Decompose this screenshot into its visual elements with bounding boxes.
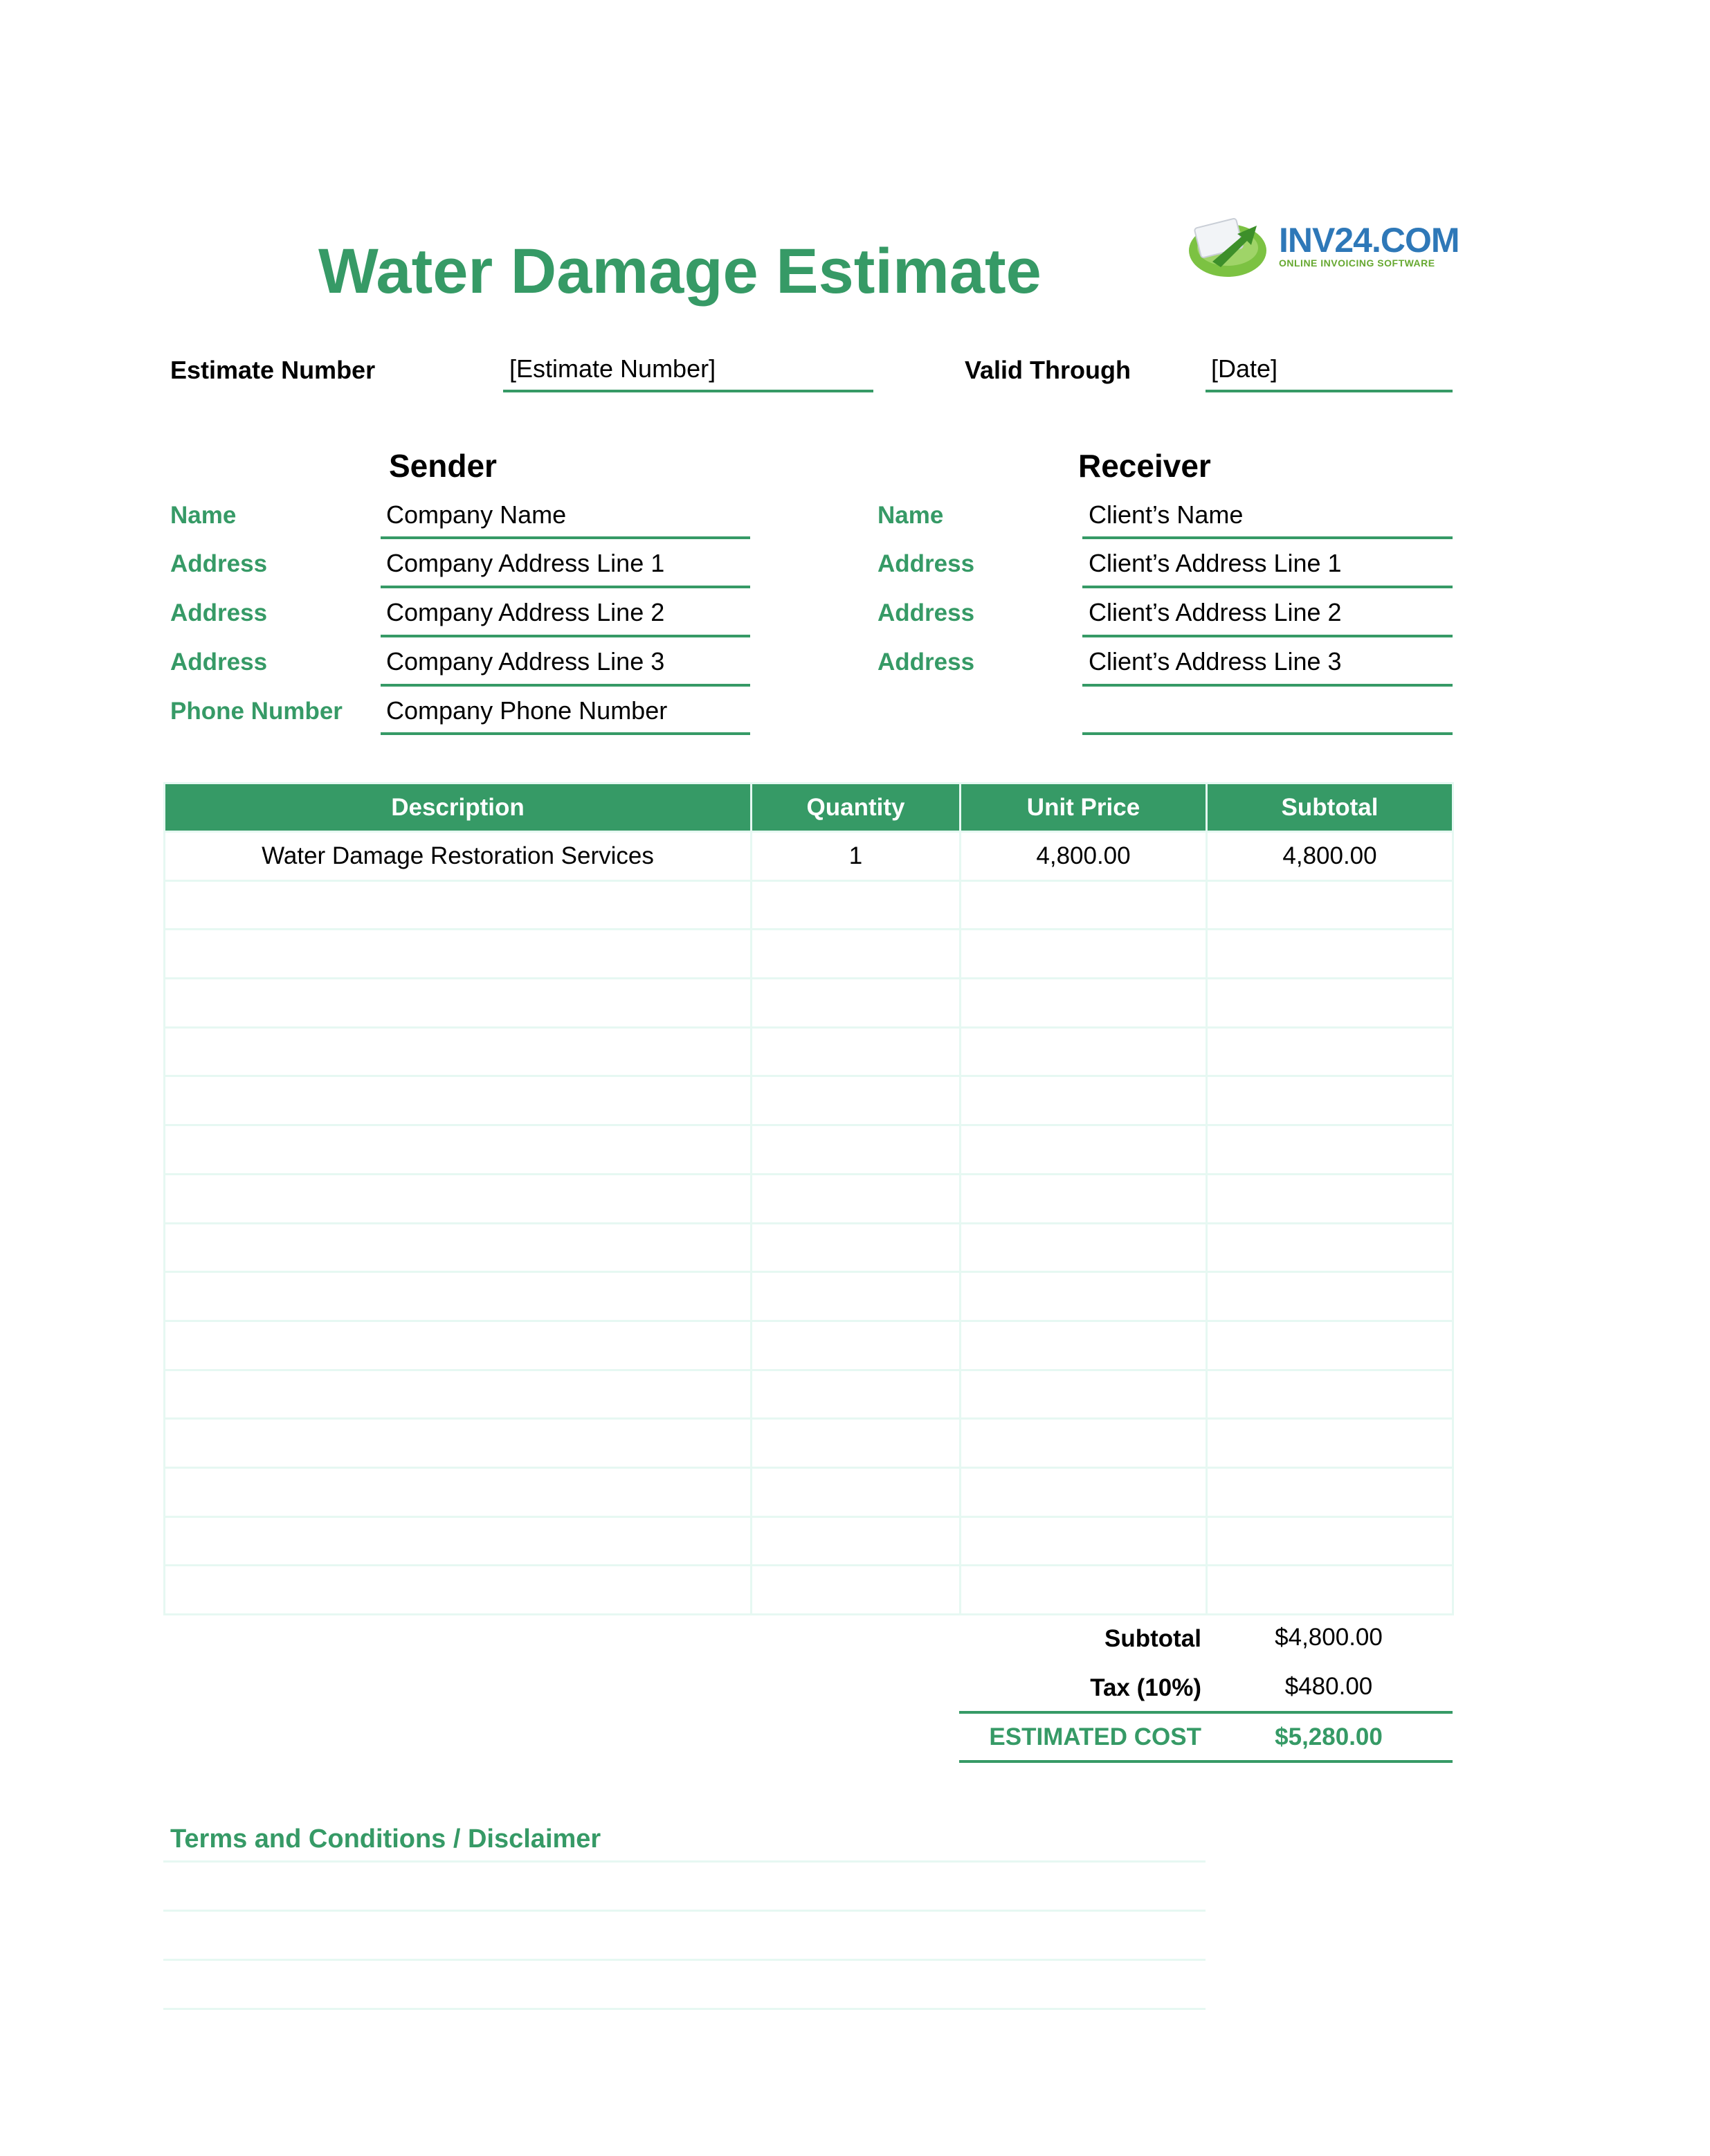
sender-address1-field[interactable]: Company Address Line 1 (386, 549, 665, 577)
terms-line (163, 2008, 1206, 2010)
item-quantity-cell[interactable] (752, 1566, 961, 1615)
column-header-description: Description (165, 783, 752, 832)
item-quantity-cell[interactable] (752, 1125, 961, 1175)
valid-through-underline (1206, 390, 1453, 392)
item-description-cell[interactable] (165, 1566, 752, 1615)
estimate-number-label: Estimate Number (170, 356, 376, 384)
tax-value: $480.00 (1284, 1673, 1373, 1700)
sender-address1-label: Address (170, 550, 268, 577)
receiver-address3-underline (1082, 684, 1453, 687)
estimate-number-field[interactable]: [Estimate Number] (509, 354, 716, 383)
table-row (165, 1370, 1453, 1419)
item-quantity-cell[interactable] (752, 1076, 961, 1125)
item-unit-price-cell[interactable] (961, 1125, 1207, 1175)
item-description-cell[interactable] (165, 1516, 752, 1566)
item-subtotal-cell[interactable] (1207, 1272, 1453, 1321)
item-subtotal-cell[interactable] (1207, 930, 1453, 979)
estimated-cost-top-rule (959, 1711, 1453, 1714)
item-description-cell[interactable] (165, 1467, 752, 1516)
valid-through-field[interactable]: [Date] (1211, 354, 1278, 383)
item-description-cell[interactable] (165, 1076, 752, 1125)
receiver-name-underline (1082, 536, 1453, 539)
table-row (165, 1467, 1453, 1516)
item-quantity-cell[interactable] (752, 1370, 961, 1419)
item-subtotal-cell[interactable] (1207, 1467, 1453, 1516)
item-quantity-cell[interactable] (752, 1027, 961, 1076)
table-row (165, 1419, 1453, 1468)
item-subtotal-cell[interactable] (1207, 1076, 1453, 1125)
item-quantity-cell[interactable] (752, 979, 961, 1028)
item-subtotal-cell[interactable] (1207, 1370, 1453, 1419)
item-description-cell[interactable] (165, 979, 752, 1028)
sender-phone-underline (381, 732, 750, 735)
item-description-cell[interactable] (165, 1027, 752, 1076)
item-unit-price-cell[interactable] (961, 880, 1207, 930)
receiver-address1-field[interactable]: Client’s Address Line 1 (1089, 549, 1342, 577)
table-row (165, 1566, 1453, 1615)
item-quantity-cell[interactable] (752, 1223, 961, 1272)
page-title: Water Damage Estimate (318, 236, 1042, 307)
estimate-number-underline (503, 390, 873, 392)
table-header-row (165, 783, 1453, 832)
sender-address2-field[interactable]: Company Address Line 2 (386, 598, 665, 626)
sender-name-label: Name (170, 502, 237, 529)
item-description-cell[interactable] (165, 1321, 752, 1370)
tax-label: Tax (10%) (1090, 1674, 1201, 1701)
item-subtotal-cell[interactable] (1207, 1516, 1453, 1566)
column-header-quantity: Quantity (752, 783, 961, 832)
item-subtotal-cell[interactable] (1207, 1223, 1453, 1272)
item-subtotal-cell[interactable] (1207, 1027, 1453, 1076)
terms-line (163, 1860, 1206, 1863)
terms-line (163, 1959, 1206, 1961)
column-header-subtotal: Subtotal (1207, 783, 1453, 832)
item-subtotal-cell[interactable] (1207, 1566, 1453, 1615)
table-row (165, 832, 1453, 881)
item-description-cell[interactable] (165, 1223, 752, 1272)
receiver-address2-label: Address (877, 599, 975, 626)
sender-address2-label: Address (170, 599, 268, 626)
receiver-address3-field[interactable]: Client’s Address Line 3 (1089, 647, 1342, 676)
item-subtotal-cell[interactable] (1207, 1419, 1453, 1468)
item-unit-price-cell[interactable] (961, 1272, 1207, 1321)
table-row (165, 1272, 1453, 1321)
item-unit-price-cell[interactable] (961, 1566, 1207, 1615)
table-row (165, 1027, 1453, 1076)
item-description-cell[interactable] (165, 1419, 752, 1468)
sender-phone-label: Phone Number (170, 698, 343, 725)
logo-tagline: ONLINE INVOICING SOFTWARE (1279, 257, 1435, 269)
estimated-cost-bottom-rule (959, 1760, 1453, 1763)
item-description-cell[interactable] (165, 1174, 752, 1223)
estimated-cost-value: $5,280.00 (1275, 1723, 1383, 1750)
terms-heading: Terms and Conditions / Disclaimer (170, 1824, 601, 1854)
logo-name: INV24.COM (1279, 221, 1459, 260)
item-unit-price-cell[interactable]: 4,800.00 (961, 832, 1207, 881)
item-quantity-cell[interactable] (752, 1272, 961, 1321)
receiver-address2-underline (1082, 635, 1453, 637)
item-description-cell[interactable]: Water Damage Restoration Services (165, 832, 752, 881)
table-row (165, 1223, 1453, 1272)
items-body (165, 832, 1453, 1615)
item-unit-price-cell[interactable] (961, 1370, 1207, 1419)
item-unit-price-cell[interactable] (961, 1419, 1207, 1468)
column-header-unit-price: Unit Price (961, 783, 1207, 832)
item-subtotal-cell[interactable] (1207, 1125, 1453, 1175)
item-subtotal-cell[interactable]: 4,800.00 (1207, 832, 1453, 881)
item-quantity-cell[interactable] (752, 880, 961, 930)
sender-heading: Sender (389, 448, 497, 484)
table-row (165, 1125, 1453, 1175)
receiver-address3-label: Address (877, 649, 975, 676)
table-row (165, 979, 1453, 1028)
table-row (165, 1516, 1453, 1566)
receiver-extra-underline (1082, 732, 1453, 735)
item-quantity-cell[interactable] (752, 1174, 961, 1223)
sender-address3-label: Address (170, 649, 268, 676)
table-row (165, 1321, 1453, 1370)
sender-phone-field[interactable]: Company Phone Number (386, 696, 668, 725)
sender-address3-underline (381, 684, 750, 687)
item-subtotal-cell[interactable] (1207, 880, 1453, 930)
item-unit-price-cell[interactable] (961, 979, 1207, 1028)
item-description-cell[interactable] (165, 930, 752, 979)
item-quantity-cell[interactable]: 1 (752, 832, 961, 881)
subtotal-value: $4,800.00 (1275, 1624, 1383, 1651)
item-description-cell[interactable] (165, 1125, 752, 1175)
item-subtotal-cell[interactable] (1207, 1321, 1453, 1370)
sender-address1-underline (381, 586, 750, 588)
item-unit-price-cell[interactable] (961, 930, 1207, 979)
subtotal-label: Subtotal (1104, 1625, 1201, 1652)
sender-name-field[interactable]: Company Name (386, 500, 567, 529)
sender-name-underline (381, 536, 750, 539)
items-table (163, 782, 1454, 1615)
table-row (165, 930, 1453, 979)
item-unit-price-cell[interactable] (961, 1223, 1207, 1272)
item-unit-price-cell[interactable] (961, 1174, 1207, 1223)
sender-address2-underline (381, 635, 750, 637)
estimated-cost-label: ESTIMATED COST (989, 1723, 1201, 1750)
item-unit-price-cell[interactable] (961, 1467, 1207, 1516)
item-description-cell[interactable] (165, 1370, 752, 1419)
receiver-address1-label: Address (877, 550, 975, 577)
receiver-name-field[interactable]: Client’s Name (1089, 500, 1244, 529)
item-unit-price-cell[interactable] (961, 1516, 1207, 1566)
receiver-address1-underline (1082, 586, 1453, 588)
item-quantity-cell[interactable] (752, 1321, 961, 1370)
item-description-cell[interactable] (165, 880, 752, 930)
receiver-heading: Receiver (1078, 448, 1211, 484)
item-subtotal-cell[interactable] (1207, 979, 1453, 1028)
valid-through-label: Valid Through (965, 356, 1131, 384)
item-quantity-cell[interactable] (752, 1419, 961, 1468)
item-unit-price-cell[interactable] (961, 1321, 1207, 1370)
terms-line (163, 1910, 1206, 1912)
item-unit-price-cell[interactable] (961, 1076, 1207, 1125)
table-row (165, 1174, 1453, 1223)
table-row (165, 880, 1453, 930)
item-description-cell[interactable] (165, 1272, 752, 1321)
item-subtotal-cell[interactable] (1207, 1174, 1453, 1223)
receiver-name-label: Name (877, 502, 944, 529)
sender-address3-field[interactable]: Company Address Line 3 (386, 647, 665, 676)
item-quantity-cell[interactable] (752, 1467, 961, 1516)
item-quantity-cell[interactable] (752, 930, 961, 979)
table-row (165, 1076, 1453, 1125)
receiver-address2-field[interactable]: Client’s Address Line 2 (1089, 598, 1342, 626)
item-unit-price-cell[interactable] (961, 1027, 1207, 1076)
item-quantity-cell[interactable] (752, 1516, 961, 1566)
